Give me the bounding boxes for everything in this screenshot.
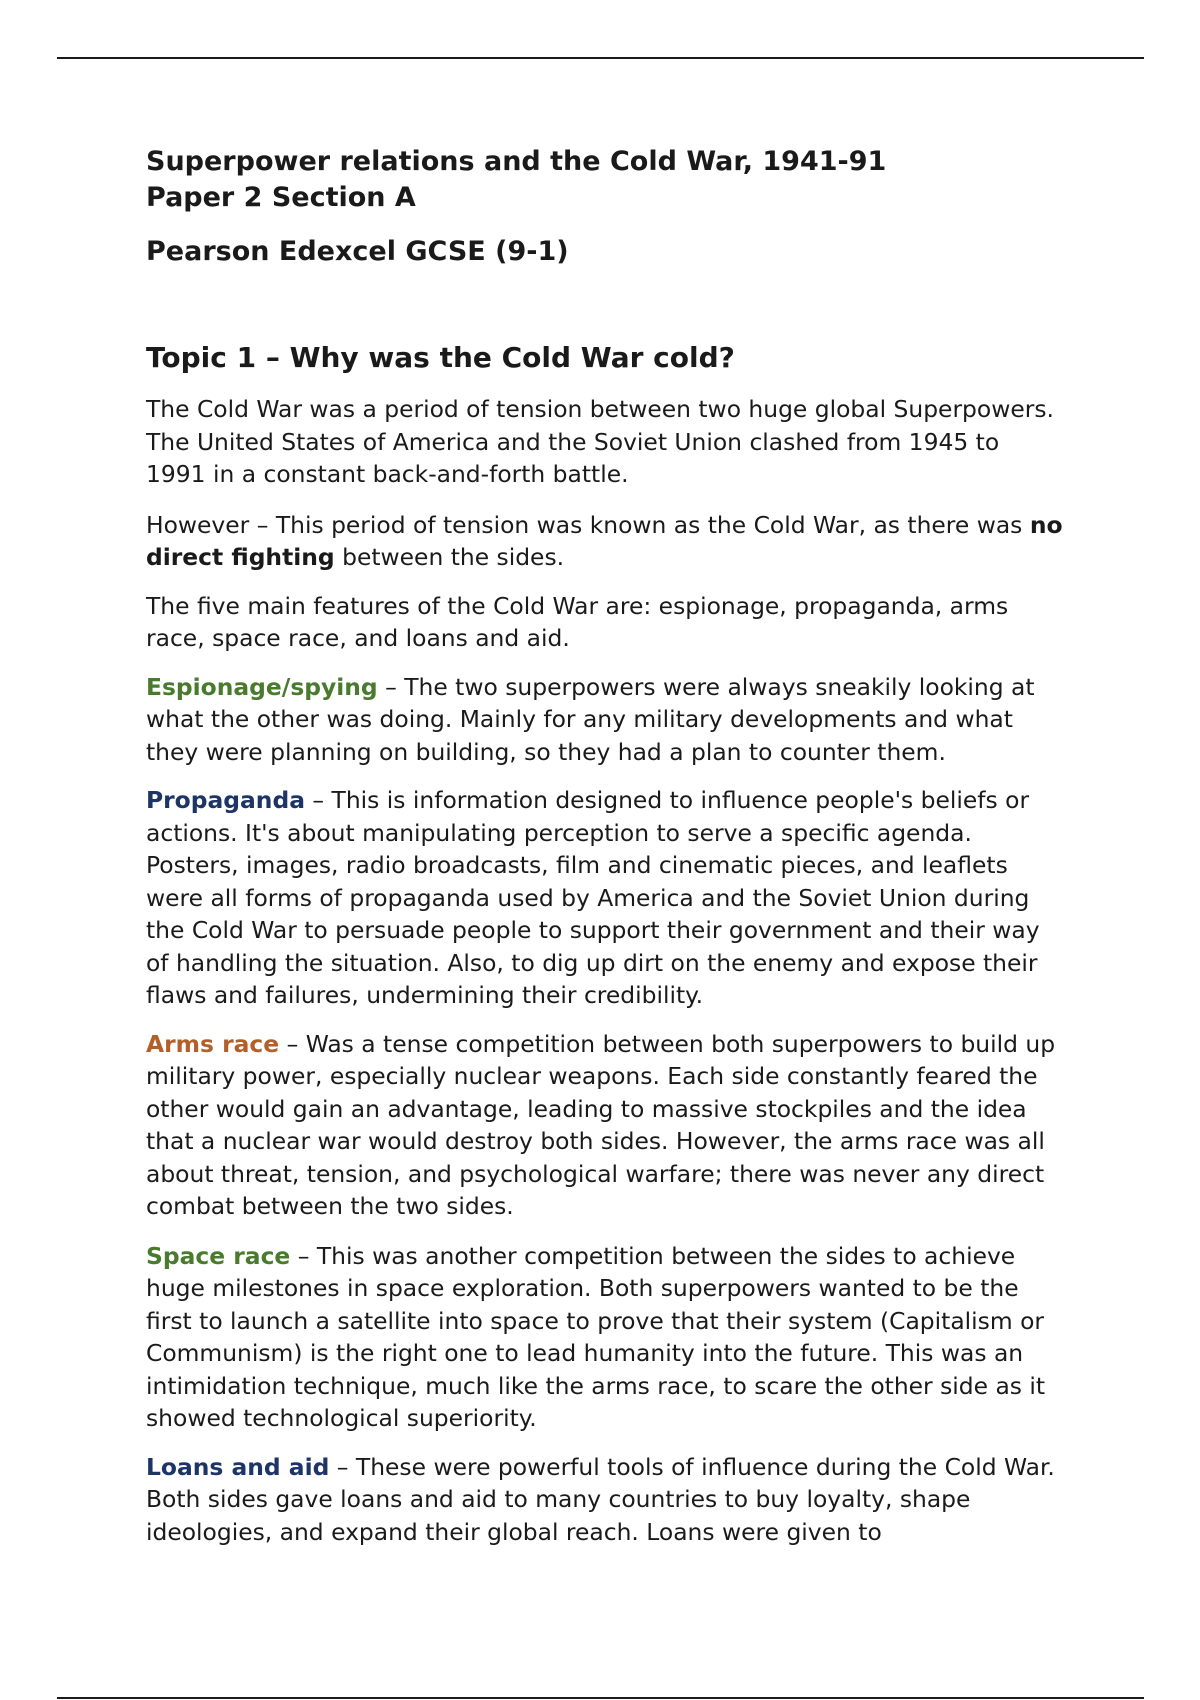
paragraph-features: The five main features of the Cold War are: espionage, propaganda, arms race, space race, and loans and aid.: [146, 591, 1009, 652]
term-arms-race: Arms race: [146, 1029, 280, 1058]
top-rule: [57, 57, 1144, 59]
however-emphasis: no direct fighting: [146, 510, 1063, 571]
loans-and-aid-description: – These were powerful tools of influence during the Cold War. Both sides gave loans and aid to many countries to buy loyalty, shape ideologies, and expand their global reach. Loans were given to: [146, 1452, 1055, 1546]
document-subtitle: Pearson Edexcel GCSE (9-1): [146, 236, 569, 267]
term-loans-and-aid: Loans and aid: [146, 1452, 330, 1481]
however-text-end: between the sides.: [334, 543, 565, 571]
paragraph-intro: The Cold War was a period of tension between two huge global Superpowers. The United States of America and the Soviet Union clashed from 1945 to 1991 in a constant back-and-forth battle.: [146, 395, 1054, 488]
topic-heading: Topic 1 – Why was the Cold War cold?: [146, 341, 735, 374]
document-title-line-1: Superpower relations and the Cold War, 1941-91: [146, 146, 887, 177]
paragraph-however: [146, 509, 1066, 574]
space-race-description: – This was another competition between the sides to achieve huge milestones in space exploration. Both superpowers wanted to be the first to launch a satellite into space to prove that their system (Capitalism or Communism) is the right one to lead humanity into the future. This was an intimidation technique, much like the arms race, to scare the other side as it showed technological superiority.: [146, 1241, 1046, 1432]
however-text-start: However – This period of tension was known as the Cold War, as there was: [146, 510, 1030, 539]
arms-race-description: – Was a tense competition between both superpowers to build up military power, especially nuclear weapons. Each side constantly feared the other would gain an advantage, leading to massive stockpiles and the idea that a nuclear war would destroy both sides. However, the arms race was all about threat, tension, and psychological warfare; there was never any direct combat between the two sides.: [146, 1029, 1056, 1220]
paragraph-propaganda: [146, 784, 1066, 1012]
espionage-description: – The two superpowers were always sneakily looking at what the other was doing. Mainly for any military developments and what they were planning on building, so they had a plan to counter them.: [146, 672, 1035, 766]
paragraph-loans-and-aid: [146, 1451, 1066, 1549]
term-propaganda: Propaganda: [146, 786, 305, 814]
bottom-rule: [57, 1697, 1144, 1699]
term-espionage: Espionage/spying: [146, 672, 378, 701]
term-space-race: Space race: [146, 1241, 291, 1270]
document-title-line-2: Paper 2 Section A: [146, 182, 416, 213]
paragraph-arms-race: [146, 1028, 1066, 1223]
propaganda-description: – This is information designed to influence people's beliefs or actions. It's about manipulating perception to serve a specific agenda. Posters, images, radio broadcasts, film and cinematic pieces, and leaflets were all forms of propaganda used by America and the Soviet Union during the Cold War to persuade people to support their government and their way of handling the situation. Also, to dig up dirt on the enemy and expose their flaws and failures, undermining their credibility.: [146, 786, 1040, 1009]
paragraph-espionage: [146, 671, 1066, 769]
paragraph-space-race: [146, 1240, 1066, 1435]
document-body: [146, 144, 1066, 1548]
